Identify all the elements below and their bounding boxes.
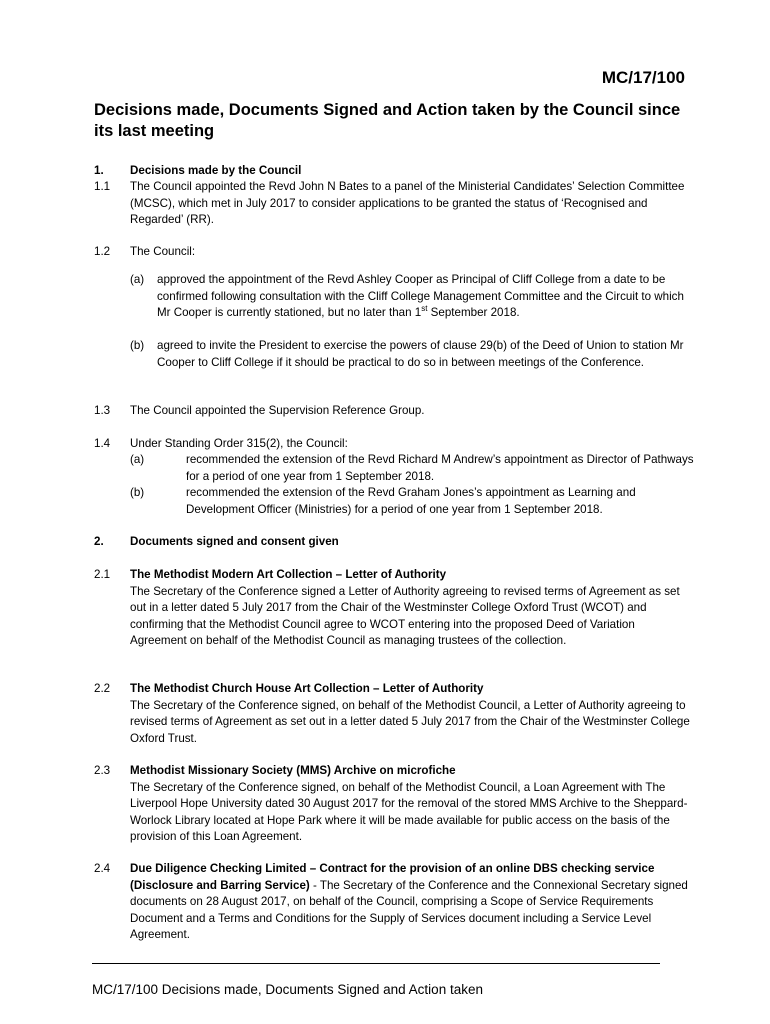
paragraph-text: The Council:	[130, 245, 196, 258]
section-heading: Documents signed and consent given	[130, 535, 339, 548]
paragraph-number: 2.3	[94, 764, 111, 777]
paragraph-heading: The Methodist Church House Art Collection – Letter of Authority	[130, 682, 484, 695]
section-number: 1.	[94, 164, 104, 177]
item-text: agreed to invite the President to exercise the powers of clause 29(b) of the Deed of Union to station Mr Cooper to Cliff College if it should be practical to do so in between meetings of the Conference.	[157, 339, 684, 369]
paragraph-text: The Secretary of the Conference signed, on behalf of the Methodist Council, a Loan Agreement with The Liverpool Hope University dated 30 August 2017 for the removal of the stored MMS Archive to the Sheppard-Worlock Library located at Hope Park where it will be made available for public access on the basis of the provision of this Loan Agreement.	[130, 780, 688, 844]
item-label: (b)	[130, 339, 145, 352]
paragraph-number: 1.3	[94, 404, 111, 417]
paragraph-text: The Secretary of the Conference signed a Letter of Authority agreeing to revised terms of Agreement as set out in a letter dated 5 July 2017 from the Chair of the Westminster College Oxford Trust (WCOT) and confirming that the Methodist Council agree to WCOT entering into the proposed Deed of Variation Agreement on behalf of the Methodist Council as managing trustees of the collection.	[130, 584, 680, 648]
item-text: recommended the extension of the Revd Richard M Andrew’s appointment as Director of Pathways for a period of one year from 1 September 2018.	[186, 453, 694, 483]
section-number: 2.	[94, 535, 104, 548]
item-text: approved the appointment of the Revd Ashley Cooper as Principal of Cliff College from a date to be confirmed following consultation with the Cliff College Management Committee and the Circuit to which Mr Cooper is currently stationed, but no later than 1st September 2018.	[157, 273, 684, 320]
page-footer: MC/17/100 Decisions made, Documents Signed and Action taken	[92, 982, 483, 997]
paragraph-number: 2.1	[94, 568, 111, 581]
paragraph-heading: Methodist Missionary Society (MMS) Archive on microfiche	[130, 764, 456, 777]
paragraph-number: 1.4	[94, 437, 111, 450]
paragraph-number: 1.2	[94, 245, 111, 258]
paragraph-number: 2.2	[94, 682, 111, 695]
paragraph-text: - The Secretary of the Conference and the Connexional Secretary signed documents on 28 August 2017, on behalf of the Council, comprising a Scope of Service Requirements Document and a Terms and Conditions for the Supply of Services document including a Service Level Agreement.	[130, 878, 688, 942]
item-text: recommended the extension of the Revd Graham Jones’s appointment as Learning and Development Officer (Ministries) for a period of one year from 1 September 2018.	[186, 486, 636, 516]
document-title: Decisions made, Documents Signed and Action taken by the Council since its last meeting	[94, 101, 681, 140]
paragraph-text: The Secretary of the Conference signed, on behalf of the Methodist Council, a Letter of Authority agreeing to revised terms of Agreement as set out in a letter dated 5 July 2017 from the Chair of the Westminster College Oxford Trust.	[130, 698, 690, 745]
section-heading: Decisions made by the Council	[130, 164, 302, 177]
footer-divider	[92, 963, 660, 964]
paragraph-text: The Council appointed the Revd John N Bates to a panel of the Ministerial Candidates’ Selection Committee (MCSC), which met in July 2017 to consider applications to be granted the status of ‘Recognised and Regarded’ (RR).	[130, 180, 685, 227]
paragraph-number: 2.4	[94, 862, 111, 875]
item-label: (a)	[130, 273, 145, 286]
item-label: (a)	[130, 453, 145, 466]
paragraph-text: Under Standing Order 315(2), the Council:	[130, 437, 348, 450]
paragraph-heading: Due Diligence Checking Limited – Contract for the provision of an online DBS checking service (Disclosure and Barring Service)	[130, 862, 655, 892]
paragraph-heading: The Methodist Modern Art Collection – Letter of Authority	[130, 568, 447, 581]
item-label: (b)	[130, 486, 145, 499]
paragraph-text: The Council appointed the Supervision Reference Group.	[130, 404, 425, 417]
paragraph-number: 1.1	[94, 180, 111, 193]
document-reference: MC/17/100	[601, 68, 685, 87]
